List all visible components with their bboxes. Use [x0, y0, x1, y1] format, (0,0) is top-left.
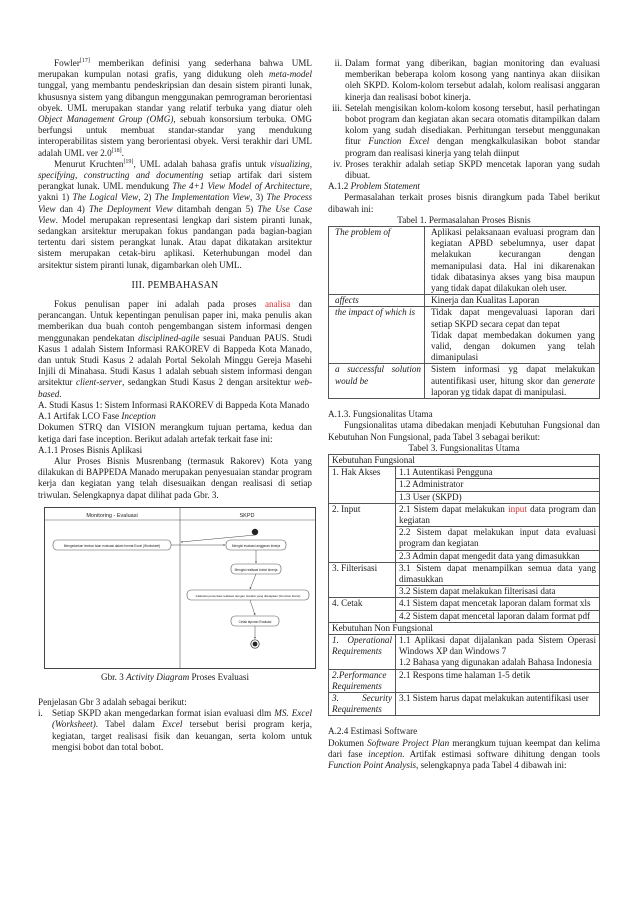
table-cell-key: affects: [329, 295, 425, 307]
paragraph-functionality: Fungsionalitas utama dibedakan menjadi Kebutuhan Fungsional dan Kebutuhan Non Fungsional, pada Tabel 3 sebagai berikut:: [328, 420, 600, 442]
table-row: [329, 503, 600, 526]
table3-caption: Tabel 3. Fungsionalitas Utama: [408, 442, 520, 453]
right-column: [328, 58, 600, 771]
table-cell-value: 3.2 Sistem dapat melakukan filterisasi data: [396, 586, 600, 598]
subsection-a24: A.2.4 Estimasi Software: [328, 726, 418, 737]
flow-4: [250, 600, 255, 615]
paragraph-explanation: Penjelasan Gbr 3 adalah sebagai berikut:: [38, 696, 187, 707]
table-cell-value: 4.2 Sistem dapat mencetal laporan dalam format pdf: [396, 610, 600, 622]
node-print-report-label: Cetak laporan Evaluasi: [238, 619, 272, 624]
list-item: i. Setiap SKPD akan mengedarkan format isian evaluasi dlm MS. Excel (Worksheet). Tabel dalam Excel tersebut berisi program kerja, kegiatan, target realisasi fisik dan keuangan, serta kolom untuk mengisi bobot dan total bobot.: [38, 708, 313, 752]
subsection-a1: A.1 Artifak LCO Fase Inception: [38, 411, 156, 422]
table-row: [329, 227, 600, 295]
table-functionality: [328, 454, 600, 716]
table-cell-key: the impact of which is: [329, 307, 425, 364]
table-cell-value: 1.1 Aplikasi dapat dijalankan pada Sistem Operasi Windows XP dan Windows 7 1.2 Bahasa yang digunakan adalah Bahasa Indonesia: [396, 634, 600, 669]
table-cell-value: 2.2 Sistem dapat melakukan input data evaluasi program dan kegiatan: [396, 527, 600, 550]
subsection-a: A. Studi Kasus 1: Sistem Informasi RAKOREV di Bappeda Kota Manado: [38, 399, 310, 410]
table-row: [329, 307, 600, 364]
table-row: [329, 364, 600, 399]
initial-node: [252, 529, 258, 535]
table-cell-key: a successful solution would be: [329, 364, 425, 399]
table-cell-value: 2.3 Admin dapat mengedit data yang dimasukkan: [396, 550, 600, 562]
table-cell-key: The problem of: [329, 227, 425, 295]
table-row: [329, 467, 600, 479]
table-row: [329, 295, 600, 307]
table-cell-key: 1. Hak Akses: [329, 467, 396, 504]
node-calculate-label: Kalkulasi persentasi realisasi dengan standar yang ditetapkan (Function Excel): [195, 593, 301, 598]
table-cell-value: 4.1 Sistem dapat mencetak laporan dalam format xls: [396, 598, 600, 610]
node-fill-budget-label: Mengisi evaluasi anggaran kinerja: [231, 543, 281, 548]
table-row: [329, 692, 600, 715]
table-cell-value: Kinerja dan Kualitas Laporan: [425, 295, 600, 307]
table-cell-value: Sistem informasi yg dapat melakukan autentifikasi user, hitung skor dan generate laporan yg tidak dapat di manipulasi.: [425, 364, 600, 399]
paragraph-strq: Dokumen STRQ dan VISION merangkum tujuan pertama, kedua dan ketiga dari fase inception. Berikut adalah artefak terkait fase ini:: [38, 422, 312, 444]
subsection-a11: A.1.1 Proses Bisnis Aplikasi: [38, 444, 143, 455]
table-cell-value: 3.1 Sistem harus dapat melakukan autentifikasi user: [396, 692, 600, 715]
table-cell-value: 2.1 Sistem dapat melakukan input data program dan kegiatan: [396, 503, 600, 526]
table-cell-key: 3. Security Requirements: [329, 692, 396, 715]
table-cell-value: 1.2 Administrator: [396, 479, 600, 491]
explanation-list-continued: [328, 58, 600, 181]
lane-monitoring-label: Monitoring - Evaluasi: [86, 512, 138, 519]
table-cell-value: 3.1 Sistem dapat menampilkan semua data yang dimasukkan: [396, 562, 600, 585]
table-cell-key: 1. Operational Requirements: [329, 634, 396, 669]
paragraph-problem: Permasalahan terkait proses bisnis dirangkum pada Tabel berikut dibawah ini:: [328, 192, 600, 214]
flow-3: [250, 574, 256, 589]
table-cell-value: 2.1 Respons time halaman 1-5 detik: [396, 669, 600, 692]
activity-diagram: [44, 507, 316, 669]
list-item: iv. Proses terakhir adalah setiap SKPD mencetak laporan yang sudah dibuat.: [333, 158, 600, 181]
final-node: [253, 641, 258, 646]
activity-diagram-canvas: [45, 508, 315, 668]
paragraph-business-flow: Alur Proses Bisnis Musrenbang (termasuk Rakorev) Kota yang dilakukan di BAPPEDA Manado merupakan penyesuaian standar program kerja dan kegiatan yang telah disesuaikan dengan realisasi di setiap triwulan. Selengkapnya dapat dilihat pada Gbr. 3.: [38, 455, 312, 500]
explanation-list: [38, 708, 312, 753]
section-heading: III. PEMBAHASAN: [131, 279, 219, 291]
table-cell-key: 4. Cetak: [329, 598, 396, 622]
paragraph-focus: Fokus penulisan paper ini adalah pada proses analisa dan perancangan. Untuk kepentingan penulisan paper ini, maka penulis akan memberikan dua buah contoh pengembangan sistem informasi dengen menggunakan pendekatan disciplined-agile sesuai Panduan PAUS. Studi Kasus 1 adalah Sistem Informasi RAKOREV di Bappeda Kota Manado, dan untuk Studi Kasus 2 adalah Portal Sekolah Minggu Gereja Masehi Injili di Minahasa. Studi Kasus 1 adalah sebuah sistem informasi dengan arsitektur client-server, sedangkan Studi Kasus 2 dengan arsitektur web-based.: [38, 299, 312, 399]
table-cell-key: 2. Input: [329, 503, 396, 562]
paragraph-uml-fowler: Fowler[17] memberikan definisi yang sederhana bahwa UML merupakan kumpulan notasi grafis, yang didukung oleh meta-model tunggal, yang membantu pendeskripsian dan desain sistem piranti lunak, khususnya sistem yang dibangun menggunakan pemrograman berorientasi obyek. UML merupakan standar yang relatif terbuka yang diatur oleh Object Management Group (OMG), sebuah konsorsium terbuka. OMG berfungsi untuk membuat standar-standar yang mendukung interoperabilitas sistem yang berorientasi obyek. Versi terakhir dari UML adalah UML ver 2.0[18].: [38, 57, 312, 158]
table-row: [329, 454, 600, 466]
node-fill-weight-label: Mengisi realisasi bobot kinerja: [234, 567, 278, 572]
table-row: [329, 634, 600, 669]
table-cell-value: Aplikasi pelaksanaan evaluasi program dan kegiatan APBD sebelumnya, user dapat melakukan kecurangan dengan memanipulasi data. Hal ini dikarenakan tidak dibatasinya akses yang bisa maupun yang tidak dapat dilakukan oleh user.: [425, 227, 600, 295]
figure-caption: Gbr. 3 Activity Diagram Proses Evaluasi: [100, 671, 249, 682]
subsection-a13: A.1.3. Fungsionalitas Utama: [328, 409, 433, 420]
table-cell-value: Tidak dapat mengevaluasi laporan dari setiap SKPD secara cepat dan tepat Tidak dapat membedakan dokumen yang valid, dengan dokumen yang telah dimanipulasi: [425, 307, 600, 364]
table-row: [329, 562, 600, 585]
table-row: [329, 669, 600, 692]
table1-caption: Tabel 1. Permasalahan Proses Bisnis: [397, 214, 531, 225]
table-cell-value: 1.1 Autentikasi Pengguna: [396, 467, 600, 479]
list-item: iii. Setelah mengisikan kolom-kolom kosong tersebut, hasil perhatingan bobot program dan kegiatan akan secara otomatis ditampilkan dalam kolom yang sudah disediakan. Perhitungan tersebut menggunakan fitur Function Excel dengan mengkalkulasikan bobot standar program dan realisasi kinerja yang telah diinput: [332, 102, 600, 158]
subsection-a12: A.1.2 Problem Statement: [328, 181, 420, 192]
table-row: [329, 598, 600, 610]
left-column: [38, 58, 312, 753]
table-cell-key: 2.Performance Requirements: [329, 669, 396, 692]
table-group-header: Kebutuhan Fungsional: [329, 454, 600, 466]
node-distribute-worksheet-label: Mengedarkan lembar isian evaluasi dalam format Excel (Worksheet): [63, 543, 161, 548]
paragraph-estimation: Dokumen Software Project Plan merangkum tujuan keempat dan kelima dari fase inception. Artifak estimasi software dihitung dengan tools Function Point Analysis, selengkapnya pada Tabel 4 dibawah ini:: [328, 737, 600, 770]
table-group-header: Kebutuhan Non Fungsional: [329, 622, 600, 634]
list-item: ii. Dalam format yang diberikan, bagian monitoring dan evaluasi memberikan beberapa kolom kosong yang nantinya akan diisikan oleh SKPD. Kolom-kolom tersebut adalah, kolom realisasi anggaran kinerja dan realisasi bobot kinerja.: [334, 58, 600, 102]
table-row: [329, 622, 600, 634]
table-cell-value: 1.3 User (SKPD): [396, 491, 600, 503]
paragraph-uml-kruchten: Menurut Kruchten[19], UML adalah bahasa grafis untuk visualizing, specifying, constructing and documenting setiap artifak dari sistem perangkat lunak. UML mendukung The 4+1 View Model of Architecture, yakni 1) The Logical View, 2) The Implementation View, 3) The Process View dan 4) The Deployment View ditambah dengan 5) The Use Case View. Model merupakan representasi lengkap dari sistem piranti lunak, sedangkan arsitektur merupakan fokus pandangan pada bagian-bagian tertentu dari sistem perangkat lunak. Atau dapat dikatakan arsitektur sistem merupakan cetak-biru aplikasi. Keterhubungan model dan arsitektur sistem piranti lunak, digambarkan oleh UML.: [38, 158, 313, 270]
lane-skpd-label: SKPD: [239, 512, 255, 519]
table-problem-statement: [328, 226, 600, 399]
table-cell-key: 3. Filterisasi: [329, 562, 396, 598]
